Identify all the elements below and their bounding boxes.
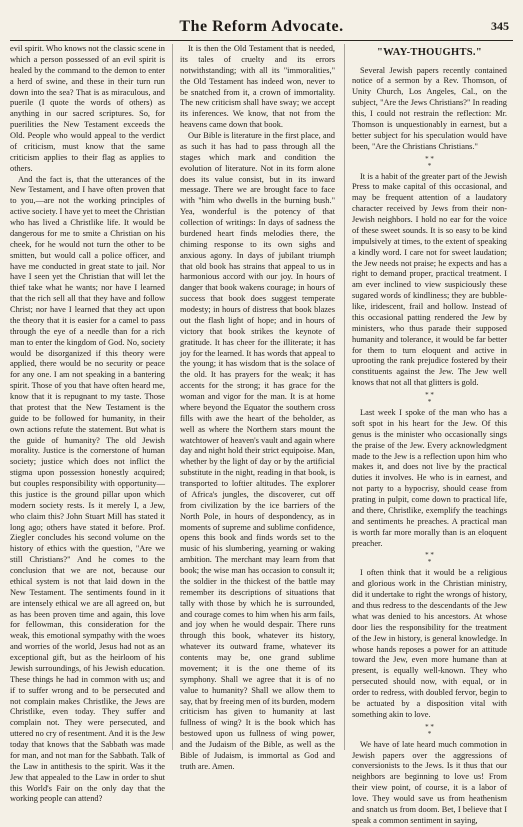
column-rule xyxy=(344,44,345,750)
paragraph: I often think that it would be a religious and glorious work in the Christian ministry, did it undertake to right the wrongs of history, and thus redress to the descendants of the Jew what was denied to his ancestors. At whose door lies the responsibility for the treatment of the Jew in history, is general knowledge. In whose hands reposes a power for an attitude toward the Jew, even more humane than at present, is equally well-known. They who persecuted should now, with equal, or in order to redress, with doubled fervor, begin to be actuated by a disposition vital with something akin to love. xyxy=(352,568,507,719)
paragraph: Last week I spoke of the man who has a soft spot in his heart for the Jew. Of this genus is the minister who occasionally sings the praise of the Jew. Every acknowledgment made to the Jew is a reflection upon him who makes it, and does not live by the practical duties it involves. He who is in earnest, and not party to a hypocrisy, should cease from prating in pulpit, come down to practical life, and there, Christlike, exemplify the teachings and sentiments he preaches. A practical man is worth far more morally than is an eloquent preacher. xyxy=(352,408,507,548)
asterism-separator: * * * xyxy=(425,722,434,738)
page-header xyxy=(10,14,513,41)
asterism-separator: * * * xyxy=(425,391,434,407)
paragraph: It is then the Old Testament that is needed, its tales of cruelty and its errors notwithstanding; with all its "immoralities," the Old Testament has indeed won, never to be snatched from it, a crown of immortality. The new criticism shall have sway; we accept its inferences. We know, that not from the heavens came down that book. xyxy=(180,44,335,130)
paragraph: evil spirit. Who knows not the classic scene in which a person possessed of an evil spirit is healed by the command to the demon to enter a herd of swine, and these in their turn run down into the sea? That is as miraculous, and puerile (I quote the words of others) as anything in our sacred scriptures. So, for puerilities the New Testament exceeds the Old. People who would appeal to the verdict of criticism, must know that the same criticism applies to their flag as applies to others. xyxy=(10,44,165,173)
asterism-separator: * * * xyxy=(425,551,434,567)
paragraph: And the fact is, that the utterances of the New Testament, and I have often proven that to you,—are not the working principles of active society. I have yet to meet the Christian who has lived a Christlike life. It would be dangerous for me to smite a Christian on his cheek, for he would not turn the other to be smitten, but would call a police officer, and have me conducted in great state to jail. Nor have I seen yet the Christian that will let the thief take what he wants; nor have I learned that the rich sell all that they have and follow Christ; nor have I learned that they act upon the theory that it is easier for a camel to pass through the eye of a needle than for a rich man to enter the kingdom of God. No, society would be disorganized if this theory were applied, there would be no security or peace for any one. I am not speaking in a bantering spirit. Those of you that have often heard me, know that it is repugnant to my taste. Those that protest that the New Testament is the guide to be followed for humanity, in their own actions refute the statement. But what is the guide of humanity? The old Jewish morality. Justice is the cornerstone of human society; justice which does not inflict the stigma upon possession honestly acquired; but couples responsibility with opportunity—this justice is the ground pillar upon which modern society rests. Is it merely I, a Jew, who claim this? John Stuart Mill has stated it long ago; others have stated it before. Prof. Ziegler concludes his second volume on the history of ethics with the question, "Are we still Christians?" And he comes to the conclusion that we are not, because our ethical system is not that laid down in the New Testament. The sentiments found in it are intensely ethical we are all agreed on, but as has been proven time and again, this love for fellowman, this consideration for the weak, this emotional sympathy with the woes and worries of the world, Jesus had not as an exceptional gift, but as the heirloom of his Jewish surroundings, of his Jewish education. These things he had in common with us; and if to suffer wrong and to be persecuted and not complain makes Christlike, the Jews are Christlike, even today. They suffer and complain not. They were persecuted, and uttered no cry of resentment. And it is the Jew today that knows that the Sabbath was made for man, and not man for the Sabbath. Talk of the Law in antithesis to the spirit. Was it the Jew that appealed to the Law in order to shut this World's Fair on the only day that the working people can attend? xyxy=(10,174,165,804)
paragraph: Our Bible is literature in the first place, and as such it has had to pass through all the stages which mark and condition the evolution of literature. Not in its form alone does its value consist, but in its inward message. There we are brought face to face with "him who dwells in the burning bush." Yea, wonderful is the potency of that collection of writings: In days of sadness the burdened heart finds melodies there, the chiming response to its own sighs and anxious agony. In days of jubilant triumph that old book has strains that appeal to us in harmonious accord with our joy. In hours of danger that book wakens courage; in hours of success that book does suggest temperate modesty; in hours of distress that book blazes out the flash light of hope; and in hours of victory that book strikes the keynote of gratitude. It has cheer for the illiterate; it has joy for the learned. It has words that appeal to the young; it has wisdom that is the solace of the old. It has prayers for the weak; it has accents for the strong; it has grace for the woman and vigor for the man. It is at home where beyond the Equator the southern cross fills with awe the heart of the beholder, as well as where the Northern stars mount the watchtower of heaven's vault and again where day and night hold their strict equipoise. Man, whether by the light of day or by the artificial substitute in the night, reading in that book, is transported to loftier altitudes. The explorer of Africa's jungles, the discoverer, cut off from civilization by the ice barriers of the North Pole, in hours of despondency, as in moments of supreme and sublime confidence, opens this book and finds words set to the music of his slumbering, yearning or waking ambition. The merchant may learn from that book; the wise man has occasion to consult it; the soldier in the thickest of the battle may remember its descriptions of situations that tally with those by which he is surrounded, and courage comes to him when his arm fails, and joy when he would despair. There runs through this book, whatever its history, whatever its outward frame, whatever its contents may be, one grand sublime movement; it is the one theme of its symphony. Shall we agree that it is of no value to humanity? Shall we allow them to say, that by freeing men of its burden, modern criticism has given to humanity at last fullness of wing? It is the book which has bestowed upon us fullness of wing power, and the Judaism of the Bible, as well as the Bible of Judaism, is immortal as God and truth are. Amen. xyxy=(180,131,335,771)
column-rule xyxy=(172,44,173,750)
paragraph: Several Jewish papers recently contained notice of a sermon by a Rev. Thomson, of Unity Church, Los Angeles, Cal., on the subject, "Are the Jews Christians?" In reading this, I could not restrain the reflection: Mr. Thomson is unquestionably in earnest, but a better subject for his speculation would have been, "Are the Christians Christians." xyxy=(352,65,507,151)
journal-title: The Reform Advocate. xyxy=(179,18,344,35)
section-title: "WAY-THOUGHTS." xyxy=(377,47,482,58)
page-number: 345 xyxy=(491,19,509,33)
paragraph: It is a habit of the greater part of the Jewish Press to make capital of this occasional, and may be frequent attention of a laudatory character received by Jews from their non-Jewish neighbors. I hold no ear for the voice of these sweet sounds. It is so easy to be kind impulsively at times, to the extent of speaking a kindly word. I care not for sweet laudation; the Jew needs not praise; he expects and has a right to demand proper, practical treatment. I am ever inclined to view suspiciously these sugared words of kindliness; they are bubble-like, iridescent, frail and hollow. Instead of this occasional patting rendered the Jew by ministers, who thus parade their supposed humanity and tolerance, it would be far better for them to turn eloquent and active in uprooting the rank prejudice fostered by their constituents against the Jew. The Jew well knows that not all that glitters is gold. xyxy=(352,171,507,388)
paragraph: We have of late heard much commotion in Jewish papers over the aggressions of conversionists to the Jews. Is it thus that our neighbors are beginning to love us! From their view point, of course, it is a labor of love. They would save us from heathenism and snatch us from doom. Bet, I believe that I speak a common sentiment in saying, xyxy=(352,739,507,825)
column-left xyxy=(10,44,165,804)
column-right xyxy=(352,44,507,825)
column-middle xyxy=(180,44,335,771)
asterism-separator: * * * xyxy=(425,154,434,170)
